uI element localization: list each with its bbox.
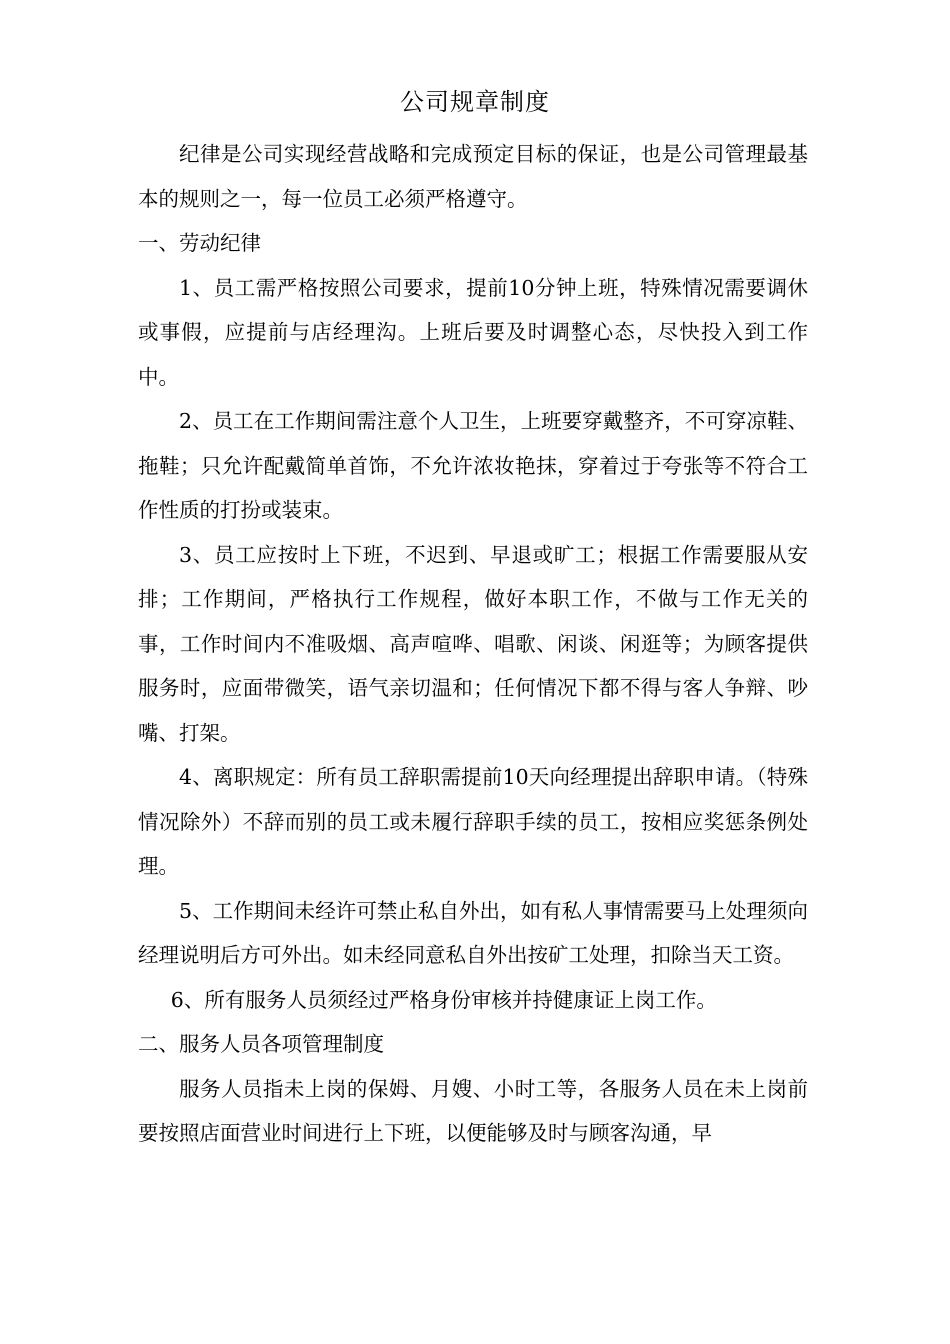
rule-item-5: 5、工作期间未经许可禁止私自外出，如有私人事情需要马上处理须向经理说明后方可外出。如未经同意私自外出按矿工处理，扣除当天工资。 xyxy=(138,898,808,967)
rule-item-1: 1、员工需严格按照公司要求，提前10分钟上班，特殊情况需要调休或事假，应提前与店经理沟。上班后要及时调整心态，尽快投入到工作中。 xyxy=(138,275,808,389)
rule-item-3: 3、员工应按时上下班，不迟到、早退或旷工；根据工作需要服从安排；工作期间，严格执行工作规程，做好本职工作，不做与工作无关的事，工作时间内不准吸烟、高声喧哗、唱歌、闲谈、闲逛等；为顾客提供服务时，应面带微笑，语气亲切温和；任何情况下都不得与客人争辩、吵嘴、打架。 xyxy=(138,542,808,745)
rule-item-2: 2、员工在工作期间需注意个人卫生，上班要穿戴整齐，不可穿凉鞋、拖鞋；只允许配戴简单首饰，不允许浓妆艳抹，穿着过于夸张等不符合工作性质的打扮或装束。 xyxy=(138,409,808,522)
document-title: 公司规章制度 xyxy=(400,88,550,116)
rule-item-4: 4、离职规定：所有员工辞职需提前10天向经理提出辞职申请。（特殊情况除外）不辞而别的员工或未履行辞职手续的员工，按相应奖惩条例处理。 xyxy=(138,765,808,878)
rule-item-6: 6、所有服务人员须经过严格身份审核并持健康证上岗工作。 xyxy=(170,987,717,1012)
section-heading-service-staff: 二、服务人员各项管理制度 xyxy=(138,1032,384,1056)
document-body xyxy=(138,132,808,1156)
section-heading-labor-discipline: 一、劳动纪律 xyxy=(138,231,261,255)
service-staff-paragraph: 服务人员指未上岗的保姆、月嫂、小时工等，各服务人员在未上岗前要按照店面营业时间进行上下班，以便能够及时与顾客沟通，早 xyxy=(138,1076,808,1145)
intro-paragraph: 纪律是公司实现经营战略和完成预定目标的保证，也是公司管理最基本的规则之一，每一位员工必须严格遵守。 xyxy=(138,142,808,211)
